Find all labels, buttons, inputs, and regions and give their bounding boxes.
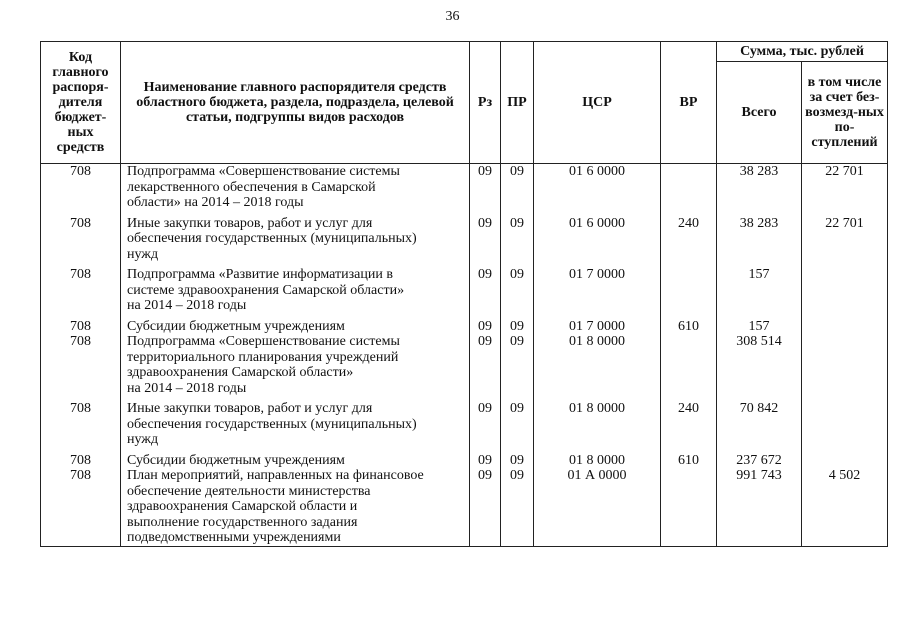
- header-total: Всего: [717, 62, 802, 164]
- cell-csr: 01 8 0000: [534, 334, 661, 401]
- cell-total: 157: [717, 319, 802, 335]
- cell-gratuitous: 4 502: [802, 468, 888, 546]
- header-name: Наименование главного распорядителя средств областного бюджета, раздела, подраздела, целевой статьи, подгруппы видов расходов: [121, 42, 470, 164]
- cell-rz: 09: [470, 468, 501, 546]
- cell-vr: [661, 267, 717, 319]
- cell-gratuitous: [802, 401, 888, 453]
- cell-code: 708: [41, 164, 121, 216]
- header-rz: Рз: [470, 42, 501, 164]
- cell-code: 708: [41, 401, 121, 453]
- cell-vr: 610: [661, 319, 717, 335]
- cell-csr: 01 8 0000: [534, 453, 661, 469]
- table-row: [41, 334, 888, 401]
- cell-gratuitous: [802, 319, 888, 335]
- cell-csr: 01 6 0000: [534, 164, 661, 216]
- header-csr: ЦСР: [534, 42, 661, 164]
- cell-name: Подпрограмма «Совершенствование системы территориального планирования учреждений здравоохранения Самарской области» на 2014 – 2018 годы: [121, 334, 470, 401]
- cell-name: Подпрограмма «Совершенствование системы лекарственного обеспечения в Самарской области» на 2014 – 2018 годы: [121, 164, 470, 216]
- header-vr: ВР: [661, 42, 717, 164]
- cell-total: 38 283: [717, 216, 802, 268]
- cell-rz: 09: [470, 453, 501, 469]
- cell-name: Иные закупки товаров, работ и услуг для обеспечения государственных (муниципальных) нужд: [121, 401, 470, 453]
- cell-gratuitous: [802, 267, 888, 319]
- cell-name: План мероприятий, направленных на финансовое обеспечение деятельности министерства здравоохранения Самарской области и выполнение государственного задания подведомственными учреждениями: [121, 468, 470, 546]
- cell-name: Субсидии бюджетным учреждениям: [121, 453, 470, 469]
- cell-code: 708: [41, 319, 121, 335]
- header-sum-group: Сумма, тыс. рублей: [717, 42, 888, 62]
- cell-rz: 09: [470, 401, 501, 453]
- cell-rz: 09: [470, 216, 501, 268]
- cell-total: 38 283: [717, 164, 802, 216]
- cell-rz: 09: [470, 319, 501, 335]
- cell-csr: 01 8 0000: [534, 401, 661, 453]
- cell-name: Субсидии бюджетным учреждениям: [121, 319, 470, 335]
- cell-code: 708: [41, 468, 121, 546]
- cell-vr: [661, 468, 717, 546]
- table-row: [41, 267, 888, 319]
- cell-name: Иные закупки товаров, работ и услуг для обеспечения государственных (муниципальных) нужд: [121, 216, 470, 268]
- cell-name: Подпрограмма «Развитие информатизации в системе здравоохранения Самарской области» на 2014 – 2018 годы: [121, 267, 470, 319]
- cell-pr: 09: [501, 401, 534, 453]
- header-gratuitous: в том числе за счет без-возмезд-ных по-ступлений: [802, 62, 888, 164]
- cell-total: 157: [717, 267, 802, 319]
- cell-code: 708: [41, 453, 121, 469]
- cell-vr: 240: [661, 401, 717, 453]
- cell-pr: 09: [501, 334, 534, 401]
- cell-pr: 09: [501, 319, 534, 335]
- table-row: [41, 319, 888, 335]
- table-row: [41, 401, 888, 453]
- cell-vr: [661, 164, 717, 216]
- cell-gratuitous: 22 701: [802, 164, 888, 216]
- cell-pr: 09: [501, 164, 534, 216]
- table-row: [41, 164, 888, 216]
- cell-vr: [661, 334, 717, 401]
- page-number: 36: [445, 9, 460, 24]
- cell-csr: 01 А 0000: [534, 468, 661, 546]
- cell-code: 708: [41, 334, 121, 401]
- cell-total: 70 842: [717, 401, 802, 453]
- cell-rz: 09: [470, 334, 501, 401]
- cell-pr: 09: [501, 468, 534, 546]
- cell-pr: 09: [501, 216, 534, 268]
- cell-gratuitous: [802, 334, 888, 401]
- cell-code: 708: [41, 267, 121, 319]
- table-row: [41, 216, 888, 268]
- cell-pr: 09: [501, 453, 534, 469]
- cell-vr: 240: [661, 216, 717, 268]
- cell-total: 991 743: [717, 468, 802, 546]
- cell-code: 708: [41, 216, 121, 268]
- cell-csr: 01 6 0000: [534, 216, 661, 268]
- cell-gratuitous: 22 701: [802, 216, 888, 268]
- table-row: [41, 453, 888, 469]
- cell-gratuitous: [802, 453, 888, 469]
- cell-vr: 610: [661, 453, 717, 469]
- cell-csr: 01 7 0000: [534, 319, 661, 335]
- cell-pr: 09: [501, 267, 534, 319]
- header-code: Код главного распоря-дителя бюджет-ных средств: [41, 42, 121, 164]
- cell-rz: 09: [470, 164, 501, 216]
- table-row: [41, 468, 888, 546]
- cell-total: 237 672: [717, 453, 802, 469]
- cell-rz: 09: [470, 267, 501, 319]
- cell-csr: 01 7 0000: [534, 267, 661, 319]
- header-pr: ПР: [501, 42, 534, 164]
- budget-table: [40, 41, 888, 547]
- cell-total: 308 514: [717, 334, 802, 401]
